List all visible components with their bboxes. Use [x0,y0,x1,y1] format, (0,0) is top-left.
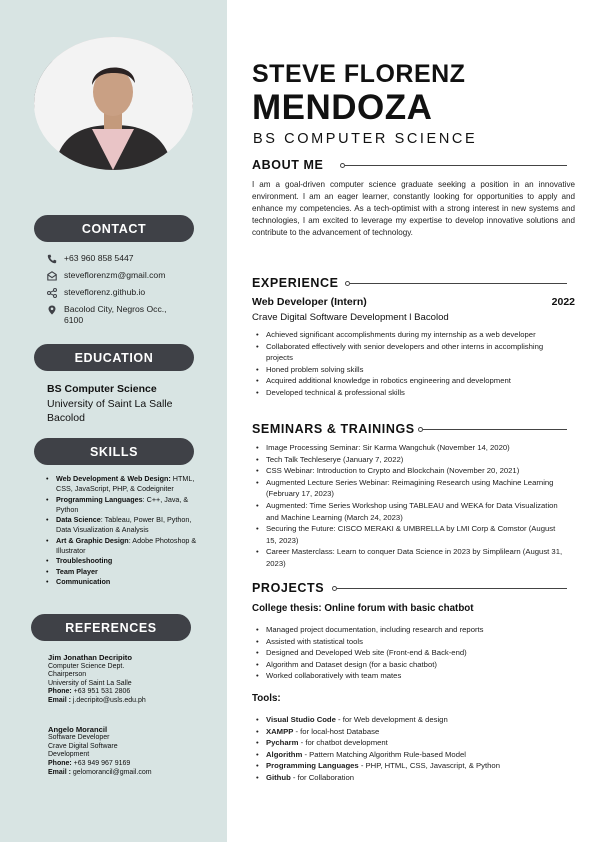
skill-item [46,556,206,566]
seminar-item: • Augmented: Time Series Workshop using TABLEAU and WEKA for Data Visualization and Machine Learning (March 24, 2023) [256,500,566,523]
projects-list [256,624,566,682]
reference-phone-label: Phone: [48,759,72,767]
tools-list [256,714,566,784]
seminars-list [256,442,566,570]
phone-text: +63 960 858 5447 [64,253,134,263]
skill-label: Communication [56,576,111,586]
phone-icon [46,253,58,264]
tool-item [256,726,566,738]
reference-line: Computer Science Dept. [48,662,125,670]
website-text: steveflorenz.github.io [64,287,146,297]
tool-detail: - for Collaboration [290,772,355,782]
reference-phone [48,760,218,769]
experience-bullet: • Honed problem solving skills [256,364,556,376]
skill-label: Web Development & Web Design: [56,474,171,483]
reference-entry [48,654,218,706]
profile-photo [34,37,193,170]
tool-detail: - for Web development & design [335,715,448,724]
experience-heading: EXPERIENCE [252,276,339,290]
reference-email-value: gelomorancil@gmail.com [70,768,152,776]
education-school: University of Saint La Salle [47,397,173,410]
references-heading: REFERENCES [31,614,191,641]
first-name: STEVE FLORENZ [252,60,466,88]
education-block [47,382,172,426]
references-list [48,654,218,797]
tool-label: Pycharm [266,738,299,748]
experience-bullet: • Achieved significant accomplishments during my internship as a web developer [256,329,556,341]
reference-email-label: Email : [48,768,71,776]
experience-bullet: • Collaborated effectively with senior developers and other interns in accomplishing projects [256,341,556,364]
skill-label: Team Player [56,566,98,576]
location-pin-icon [46,304,58,315]
skill-label: Data Science [56,515,101,525]
reference-line: Crave Digital Software [48,742,118,750]
envelope-icon [46,270,58,281]
seminar-item: • CSS Webinar: Introduction to Crypto and Blockchain (November 20, 2021) [256,465,566,477]
reference-entry [48,726,218,778]
contact-list [46,253,216,332]
thesis-title: College thesis: Online forum with basic chatbot [252,603,474,614]
seminar-item: • Career Masterclass: Learn to conquer Data Science in 2023 by Simplilearn (August 31, 2023) [256,546,566,569]
reference-phone-label: Phone: [48,688,72,696]
seminar-item: • Tech Talk Techleserye (January 7, 2022) [256,454,566,466]
project-bullet: • Algorithm and Dataset design (for a basic chatbot) [256,659,566,671]
projects-heading: PROJECTS [252,581,325,595]
skill-item [46,567,206,577]
email-text: steveflorenzm@gmail.com [64,270,166,280]
about-text: I am a goal-driven computer science graduate seeking a position in an innovative environment. I am an eager learner, constantly looking for opportunities to apply and enhance my competencies. As a tech-optimist with a strong interest in new systems and technologies, I am excited to leverage my expertise to develop innovative solutions and contribute to the advancement of technology. [252,180,575,237]
last-name: MENDOZA [252,88,433,127]
tools-heading: Tools: [252,693,281,704]
reference-line: University of Saint La Salle [48,679,132,687]
reference-email-label: Email : [48,696,71,704]
skill-item [46,577,206,587]
experience-divider [350,283,567,284]
experience-bullet: • Developed technical & professional skills [256,387,556,399]
tool-label: XAMPP [266,726,294,736]
education-heading: EDUCATION [34,344,194,371]
about-heading: ABOUT ME [252,158,324,172]
reference-name: Jim Jonathan Decripito [48,653,132,662]
tool-item [256,737,566,749]
seminars-heading: SEMINARS & TRAININGS [252,422,415,436]
reference-phone-value: +63 951 531 2806 [71,688,131,696]
reference-email [48,769,218,778]
tool-item [256,772,566,784]
skills-heading: SKILLS [34,438,194,465]
reference-name: Angelo Morancil [48,724,108,734]
skill-label: Art & Graphic Design [56,535,129,545]
seminars-divider [423,429,567,430]
project-bullet: • Worked collaboratively with team mates [256,670,566,682]
tool-detail: - for chatbot development [298,738,388,748]
reference-phone-value: +63 949 967 9169 [71,759,131,767]
skills-list [46,474,206,587]
job-year: 2022 [551,296,575,308]
reference-line: Chairperson [48,671,87,679]
tool-label: Algorithm [266,749,303,759]
skill-detail: : Adobe Photoshop & Illustrator [56,535,197,556]
contact-phone [46,253,216,264]
skill-item [46,474,206,495]
tool-item [256,714,566,726]
job-role: Web Developer (Intern) [252,296,367,308]
skill-label: Programming Languages [56,494,143,504]
seminar-item: • Securing the Future: CISCO MERAKI & UMBRELLA by LMI Corp & Comstor (August 15, 2023) [256,523,566,546]
share-icon [46,287,58,298]
skill-detail: HTML, CSS, JavaScript, PHP, & Codeigniter [56,474,195,494]
contact-heading: CONTACT [34,215,194,242]
contact-address [46,304,216,326]
tool-item [256,760,566,772]
degree-title: BS COMPUTER SCIENCE [253,131,478,147]
seminar-item: • Augmented Lecture Series Webinar: Reimagining Research using Machine Learning (February 17, 2023) [256,477,566,500]
education-city: Bacolod [47,412,85,424]
project-bullet: • Managed project documentation, including research and reports [256,624,566,636]
skill-item [46,536,206,557]
tool-label: Github [266,772,291,782]
tool-detail: - for local-host Database [293,726,380,736]
experience-list [256,329,556,399]
tool-label: Programming Languages [266,761,359,771]
tool-detail: - PHP, HTML, CSS, Javascript, & Python [358,761,500,771]
about-divider [345,165,567,166]
skill-item [46,515,206,536]
experience-bullet: • Acquired additional knowledge in robotics engineering and development [256,375,556,387]
education-degree: BS Computer Science [47,383,157,395]
skill-label: Troubleshooting [56,556,113,566]
job-company: Crave Digital Software Development l Bacolod [252,312,449,323]
job-title-row [252,296,575,308]
address-text: Bacolod City, Negros Occ., 6100 [64,304,167,325]
seminar-item: • Image Processing Seminar: Sir Karma Wangchuk (November 14, 2020) [256,442,566,454]
contact-website [46,287,216,298]
project-bullet: • Designed and Developed Web site (Front-end & Back-end) [256,647,566,659]
reference-line: Software Developer [48,734,110,742]
reference-email-value: j.decripito@usls.edu.ph [70,696,146,704]
tool-item [256,749,566,761]
contact-email [46,270,216,281]
skill-item [46,495,206,516]
projects-divider [337,588,567,589]
reference-line: Development [48,751,90,759]
tool-detail: - Pattern Matching Algorithm Rule-based Model [302,749,466,759]
skill-detail: : Tableau, Power BI, Python, Data Visualization & Analysis [56,515,192,535]
reference-email [48,697,218,706]
project-bullet: • Assisted with statistical tools [256,636,566,648]
skill-detail: : C++, Java, & Python [56,494,189,514]
reference-phone [48,688,218,697]
sidebar [0,0,227,842]
tool-label: Visual Studio Code [266,715,336,724]
